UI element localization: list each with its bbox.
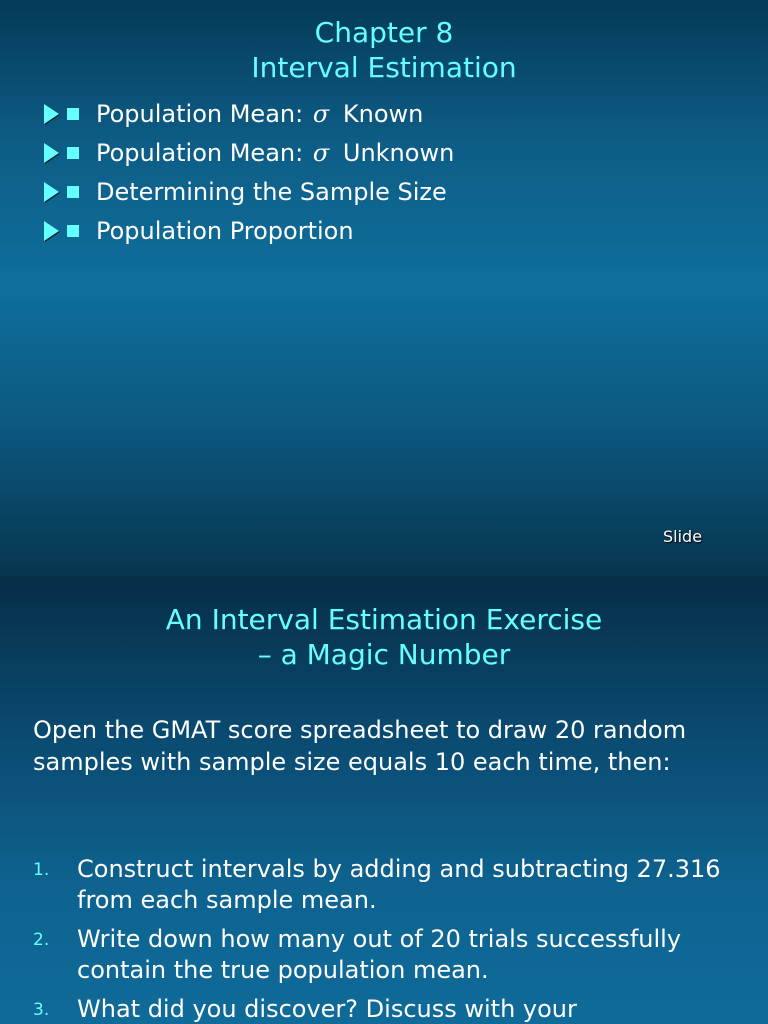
topic-text: Population Proportion (96, 217, 354, 245)
arrow-right-icon (44, 182, 59, 202)
step-text: Write down how many out of 20 trials successfully contain the true population mean. (77, 925, 682, 984)
square-bullet-icon (67, 147, 79, 159)
step-number: 2. (33, 930, 50, 950)
topic-text: Determining the Sample Size (96, 178, 447, 206)
arrow-right-icon (44, 104, 59, 124)
slide-title-line-2: Interval Estimation (251, 51, 517, 84)
slide-title-line-2: – a Magic Number (257, 638, 511, 671)
slide-exercise (0, 576, 768, 1024)
square-bullet-icon (67, 108, 79, 120)
step-text: What did you discover? Discuss with your (77, 995, 577, 1023)
slide-title (0, 15, 768, 85)
step-item (0, 924, 757, 986)
step-item (0, 854, 757, 916)
sigma-symbol: σ (312, 100, 330, 128)
step-number: 1. (33, 860, 50, 880)
sigma-symbol: σ (312, 139, 330, 167)
topic-text: Population Mean: σ Unknown (96, 139, 455, 167)
steps-list (0, 854, 757, 1024)
square-bullet-icon (67, 186, 79, 198)
step-number: 3. (33, 1000, 50, 1020)
instructions-paragraph: Open the GMAT score spreadsheet to draw 20 random samples with sample size equals 10 each time, then: (33, 716, 687, 776)
step-item (0, 994, 757, 1024)
slide-title-line-1: Chapter 8 (314, 16, 454, 49)
square-bullet-icon (67, 225, 79, 237)
arrow-right-icon (44, 221, 59, 241)
topic-text: Population Mean: σ Known (96, 100, 424, 128)
step-text: Construct intervals by adding and subtracting 27.316 from each sample mean. (77, 855, 721, 914)
slide-footer-label: Slide (663, 527, 703, 546)
slide-title (0, 602, 768, 672)
arrow-right-icon (44, 143, 59, 163)
slide-title-line-1: An Interval Estimation Exercise (165, 603, 603, 636)
